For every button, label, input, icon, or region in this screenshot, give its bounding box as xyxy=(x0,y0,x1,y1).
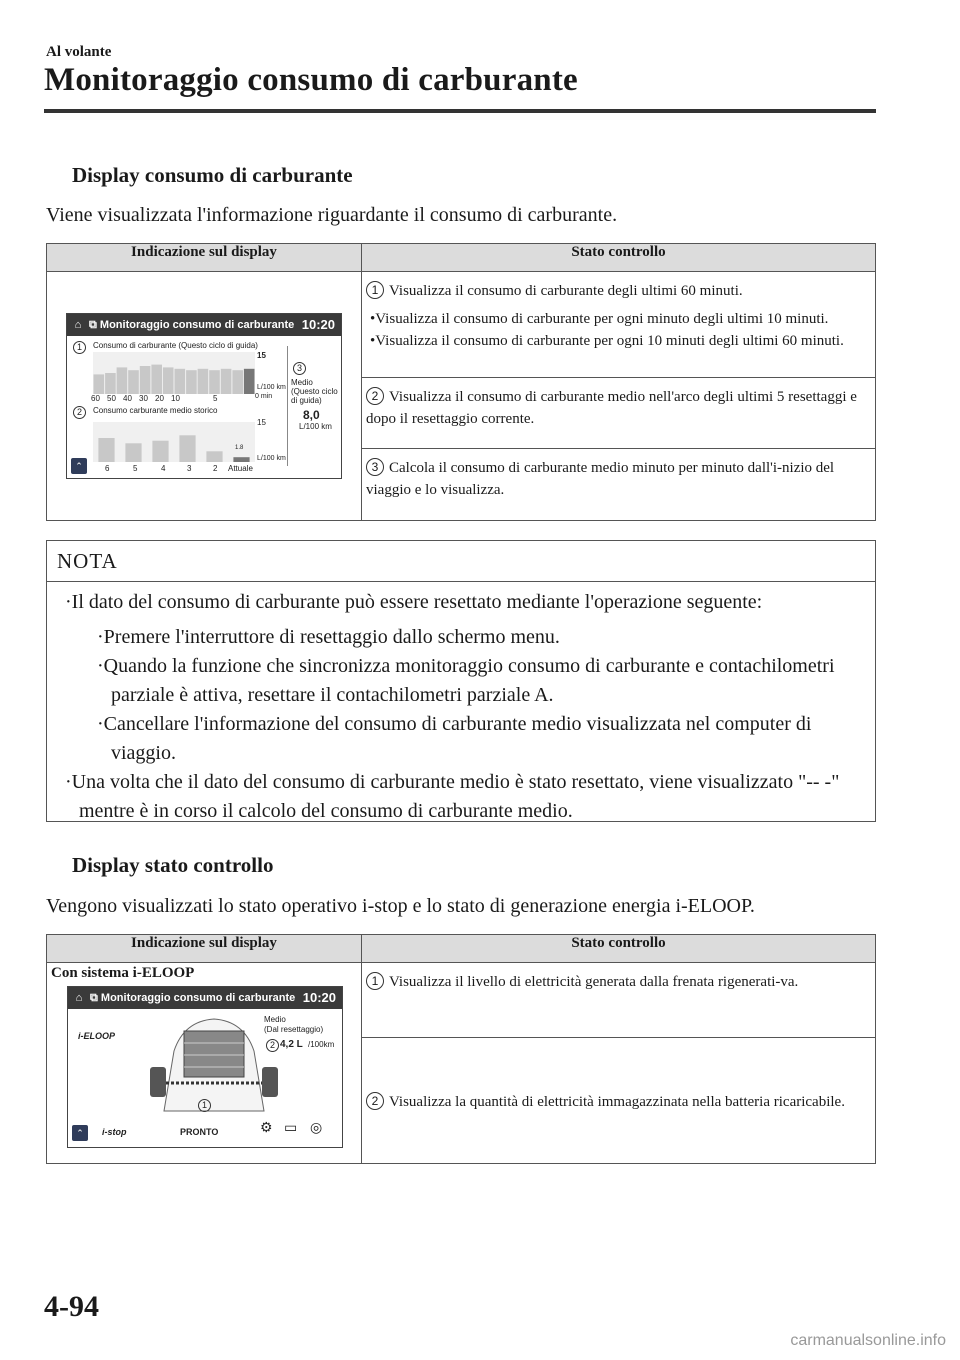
note-title: NOTA xyxy=(47,541,875,582)
top-bar xyxy=(151,365,162,394)
top-chart-zero: 0 min xyxy=(255,393,273,400)
callout-2: 2 xyxy=(73,406,86,419)
bottom-chart-label: Consumo carburante medio storico xyxy=(93,406,218,415)
eloop-label: Con sistema i-ELOOP xyxy=(51,965,195,981)
bottom-tick-3: 3 xyxy=(187,464,192,473)
top-chart-max: 15 xyxy=(257,351,266,360)
note-bullet-2: ·Una volta che il dato del consumo di carburante medio è stato resettato, viene visualizzato "-- -" mentre è in corso il calcolo del consumo di carburante medio. xyxy=(65,771,840,822)
stato2-row-1 xyxy=(362,963,876,1038)
bottom-tick-5: 5 xyxy=(133,464,138,473)
top-tick-30: 30 xyxy=(139,394,148,403)
title-rule xyxy=(44,109,876,113)
eloop-logo: i-ELOOP xyxy=(78,1031,116,1041)
row-2-text: Visualizza il consumo di carburante medio nell'arco degli ultimi 5 resettaggi e dopo il resettaggio corrente. xyxy=(366,388,857,427)
top-bar xyxy=(244,369,255,394)
table-header-display: Indicazione sul display xyxy=(47,244,362,272)
top-bar xyxy=(94,374,105,394)
bottom-bar-chart xyxy=(93,422,255,462)
top-bar xyxy=(128,370,139,394)
eloop-screen xyxy=(67,986,343,1148)
bottom-bar xyxy=(206,451,222,462)
top-bar xyxy=(140,366,151,394)
bottom-chart-bg xyxy=(93,422,255,462)
top-tick-5: 5 xyxy=(213,394,218,403)
stato-row-2 xyxy=(362,377,876,449)
bottom-bar xyxy=(179,435,195,462)
note-sub-3: ·Cancellare l'informazione del consumo di carburante medio visualizzata nel computer di viaggio. xyxy=(97,713,812,764)
side-label: Medio (Questo ciclo di guida) xyxy=(291,378,338,405)
bottom-tick-4: 4 xyxy=(161,464,166,473)
bottom-chart-max: 15 xyxy=(257,418,266,427)
callout-2b: 2 xyxy=(266,1039,279,1052)
note-bullet-1: ·Il dato del consumo di carburante può essere resettato mediante l'operazione seguente: xyxy=(65,591,763,613)
row-3-text: Calcola il consumo di carburante medio minuto per minuto dall'i-nizio del viaggio e lo visualizza. xyxy=(366,460,835,499)
stato2-row-1-text: Visualizza il livello di elettricità generata dalla frenata rigenerati-va. xyxy=(389,974,799,990)
row-number: 1 xyxy=(366,281,384,299)
home-icon: ⌂ xyxy=(74,319,82,331)
row-1-bullet-1: •Visualizza il consumo di carburante per ogni minuto degli ultimi 10 minuti. xyxy=(370,311,829,327)
car-illustration xyxy=(144,1011,284,1123)
back-button[interactable]: ⌃ xyxy=(72,1125,88,1141)
callout-1: 1 xyxy=(73,341,86,354)
pronto-status: PRONTO xyxy=(180,1127,219,1137)
screen2-title: Monitoraggio consumo di carburante xyxy=(100,992,296,1004)
side-divider xyxy=(287,346,288,466)
row-number: 2 xyxy=(366,1092,384,1110)
copy-icon: ⧉ xyxy=(89,319,100,331)
bottom-bar xyxy=(233,457,249,462)
side-value: 8,0 xyxy=(303,408,320,422)
display-cell-2 xyxy=(47,963,362,1164)
bottom-bar xyxy=(152,441,168,462)
top-bar xyxy=(163,367,174,394)
engine-icon: ⚙ xyxy=(260,1119,273,1135)
row-1-bullet-2: •Visualizza il consumo di carburante per ogni 10 minuti degli ultimi 60 minuti. xyxy=(370,333,844,349)
stato2-row-2-text: Visualizza la quantità di elettricità immagazzinata nella batteria ricaricabile. xyxy=(389,1093,845,1110)
bottom-tick-2: 2 xyxy=(213,464,218,473)
section-label: Al volante xyxy=(46,44,112,60)
top-chart-unit: L/100 km xyxy=(257,384,286,391)
watermark: carmanualsonline.info xyxy=(790,1332,946,1349)
battery-block xyxy=(184,1031,244,1077)
screen-title: Monitoraggio consumo di carburante xyxy=(99,319,295,331)
bottom-small-value: 1.8 xyxy=(235,445,244,451)
medio-sub: (Dal resettaggio) xyxy=(264,1025,324,1034)
intro-stato: Vengono visualizzati lo stato operativo i-stop e lo stato di generazione energia i-ELOOP. xyxy=(46,895,755,917)
back-button[interactable]: ⌃ xyxy=(71,458,87,474)
top-chart-label: Consumo di carburante (Questo ciclo di guida) xyxy=(93,341,258,350)
table2-header-display: Indicazione sul display xyxy=(47,935,362,963)
wheel-front-left xyxy=(150,1067,166,1097)
top-tick-50: 50 xyxy=(107,394,116,403)
home-icon: ⌂ xyxy=(75,992,83,1004)
note-sub-1: ·Premere l'interruttore di resettaggio dallo schermo menu. xyxy=(97,626,560,648)
copy-icon: ⧉ xyxy=(90,992,101,1004)
screen2-time: 10:20 xyxy=(302,990,336,1005)
top-tick-20: 20 xyxy=(155,394,164,403)
battery-icon: ▭ xyxy=(284,1119,298,1135)
top-tick-40: 40 xyxy=(123,394,132,403)
top-tick-60: 60 xyxy=(91,394,100,403)
screen2-title-bar xyxy=(68,987,342,1009)
top-bar xyxy=(105,373,116,394)
istop-logo: i-stop xyxy=(102,1127,127,1137)
top-bar xyxy=(175,369,186,394)
table-consumo xyxy=(46,243,876,521)
page-number: 4-94 xyxy=(44,1290,99,1323)
top-tick-10: 10 xyxy=(171,394,180,403)
bottom-tick-6: 6 xyxy=(105,464,110,473)
bottom-bar xyxy=(98,438,114,462)
bottom-chart-unit: L/100 km xyxy=(257,455,286,462)
table2-header-stato: Stato controllo xyxy=(362,935,876,963)
medio-label: Medio xyxy=(264,1015,286,1024)
callout-1b: 1 xyxy=(198,1099,211,1112)
page-title: Monitoraggio consumo di carburante xyxy=(44,62,578,98)
row-number: 2 xyxy=(366,387,384,405)
top-bar xyxy=(221,369,232,394)
top-bar xyxy=(209,370,220,394)
top-bar xyxy=(232,370,243,394)
table-header-stato: Stato controllo xyxy=(362,244,876,272)
fuel-monitor-screen xyxy=(66,313,342,479)
note-box xyxy=(46,540,876,822)
screen-time: 10:20 xyxy=(301,317,335,332)
eloop-unit: /100km xyxy=(308,1040,335,1049)
stato2-row-2 xyxy=(362,1038,876,1164)
eloop-value: 4,2 L xyxy=(280,1039,303,1050)
top-bar xyxy=(186,370,197,394)
screen-title-bar xyxy=(67,314,341,336)
table-stato xyxy=(46,934,876,1164)
callout-3: 3 xyxy=(293,362,306,375)
brake-icon: ◎ xyxy=(310,1119,323,1135)
intro-consumo: Viene visualizzata l'informazione riguardante il consumo di carburante. xyxy=(46,204,618,226)
side-unit: L/100 km xyxy=(299,422,332,431)
top-bar xyxy=(198,369,209,394)
wheel-front-right xyxy=(262,1067,278,1097)
stato-row-3 xyxy=(362,449,876,521)
row-1-text: Visualizza il consumo di carburante degli ultimi 60 minuti. xyxy=(389,283,743,299)
heading-stato: Display stato controllo xyxy=(72,853,274,877)
heading-consumo: Display consumo di carburante xyxy=(72,163,353,187)
top-bar xyxy=(117,367,128,394)
stato-row-1 xyxy=(362,272,876,378)
note-sub-2: ·Quando la funzione che sincronizza monitoraggio consumo di carburante e contachilometri parziale è attiva, resettare il contachilometri parziale A. xyxy=(97,655,835,706)
row-number: 3 xyxy=(366,458,384,476)
display-cell xyxy=(47,272,362,521)
row-number: 1 xyxy=(366,972,384,990)
top-bar-chart xyxy=(93,352,255,394)
bottom-bar xyxy=(125,443,141,462)
bottom-tick-attuale: Attuale xyxy=(228,464,253,473)
